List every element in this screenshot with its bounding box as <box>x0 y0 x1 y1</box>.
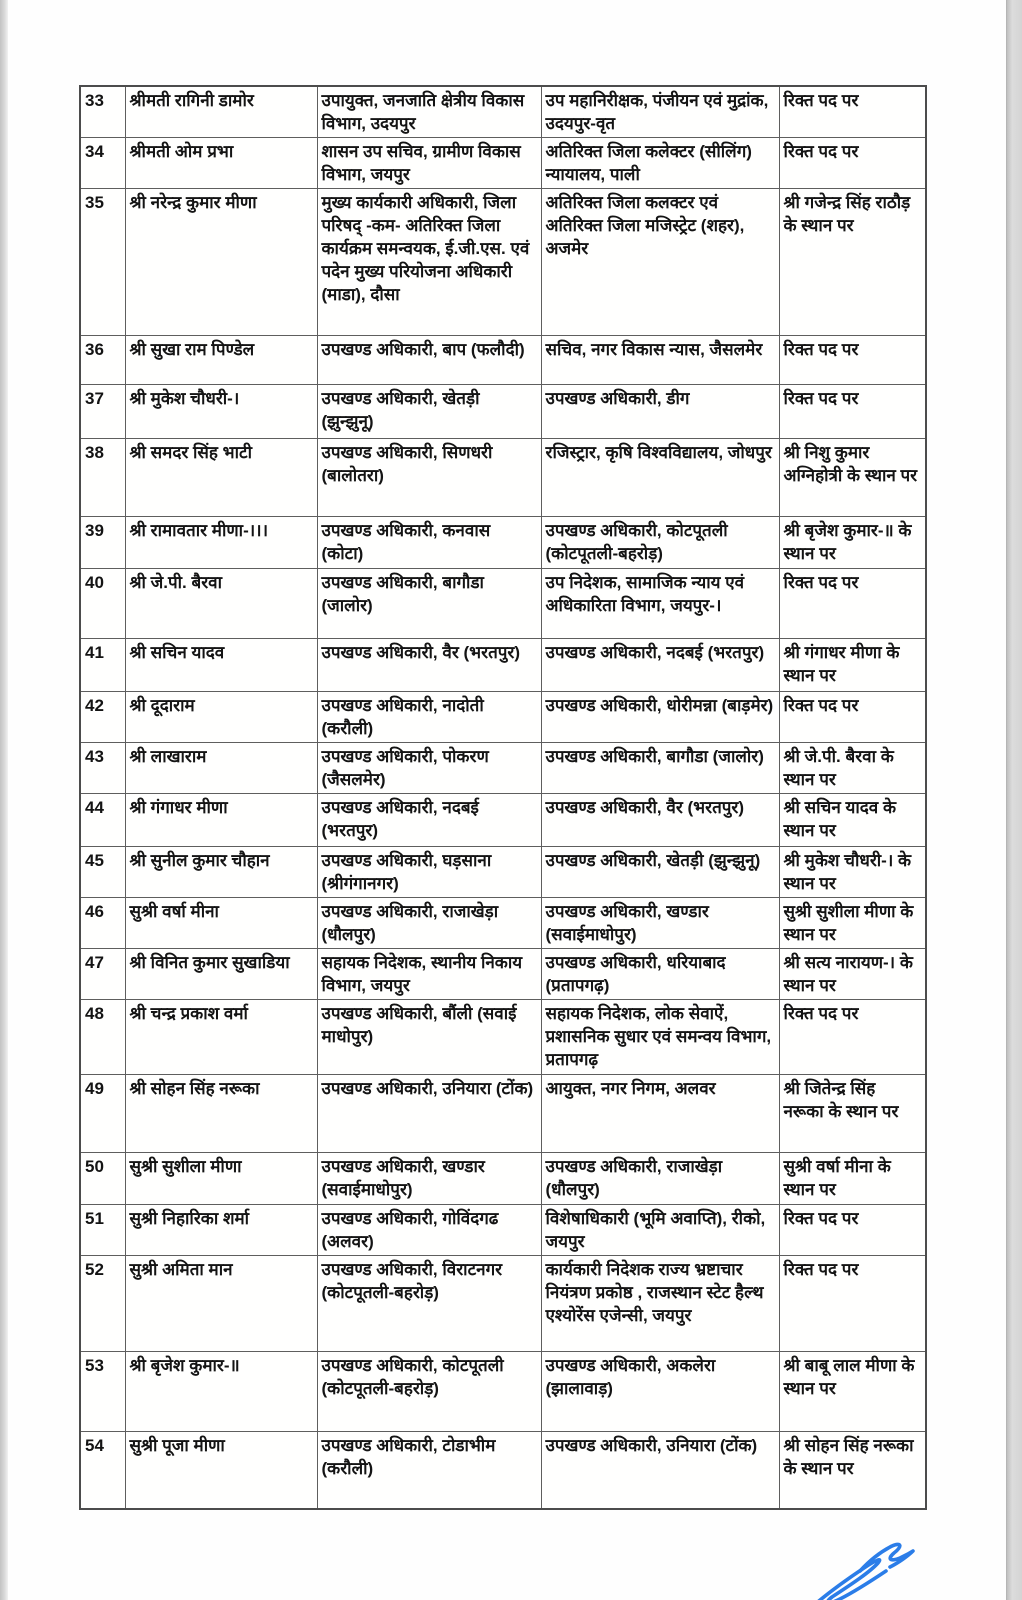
cell-current-post: उपखण्ड अधिकारी, सिणधरी (बालोतरा) <box>317 439 541 517</box>
cell-new-post: उपखण्ड अधिकारी, अकलेरा (झालावाड़) <box>541 1352 779 1432</box>
cell-current-post: उपखण्ड अधिकारी, विराटनगर (कोटपूतली-बहरोड़) <box>317 1256 541 1352</box>
cell-serial-number: 39 <box>80 517 125 569</box>
cell-new-post: रजिस्ट्रार, कृषि विश्वविद्यालय, जोधपुर <box>541 439 779 517</box>
signature-scribble <box>798 1530 916 1600</box>
cell-serial-number: 51 <box>80 1205 125 1256</box>
cell-current-post: उपखण्ड अधिकारी, पोकरण (जैसलमेर) <box>317 743 541 794</box>
cell-officer-name: श्री सोहन सिंह नरूका <box>125 1075 317 1153</box>
cell-remark: रिक्त पद पर <box>779 336 926 385</box>
cell-new-post: उपखण्ड अधिकारी, नदबई (भरतपुर) <box>541 639 779 692</box>
cell-officer-name: श्रीमती रागिनी डामोर <box>125 86 317 138</box>
cell-officer-name: श्री समदर सिंह भाटी <box>125 439 317 517</box>
table-row <box>80 1352 926 1432</box>
cell-officer-name: श्री जे.पी. बैरवा <box>125 569 317 639</box>
cell-remark: रिक्त पद पर <box>779 385 926 439</box>
cell-officer-name: सुश्री अमिता मान <box>125 1256 317 1352</box>
cell-new-post: उपखण्ड अधिकारी, डीग <box>541 385 779 439</box>
cell-current-post: उपखण्ड अधिकारी, घड़साना (श्रीगंगानगर) <box>317 847 541 898</box>
cell-remark: श्री निशु कुमार अग्निहोत्री के स्थान पर <box>779 439 926 517</box>
cell-remark: श्री जे.पी. बैरवा के स्थान पर <box>779 743 926 794</box>
cell-remark: श्री बृजेश कुमार-॥ के स्थान पर <box>779 517 926 569</box>
cell-current-post: उपखण्ड अधिकारी, खेतड़ी (झुन्झुनू) <box>317 385 541 439</box>
cell-new-post: उपखण्ड अधिकारी, उनियारा (टोंक) <box>541 1432 779 1509</box>
cell-serial-number: 50 <box>80 1153 125 1205</box>
cell-remark: रिक्त पद पर <box>779 692 926 743</box>
signature-stroke-main <box>800 1560 886 1600</box>
table-row <box>80 189 926 336</box>
cell-officer-name: श्री बृजेश कुमार-॥ <box>125 1352 317 1432</box>
cell-current-post: उपखण्ड अधिकारी, कनवास (कोटा) <box>317 517 541 569</box>
cell-remark: रिक्त पद पर <box>779 1205 926 1256</box>
cell-serial-number: 40 <box>80 569 125 639</box>
table-row <box>80 1256 926 1352</box>
cell-officer-name: श्री रामावतार मीणा-।।। <box>125 517 317 569</box>
cell-officer-name: सुश्री निहारिका शर्मा <box>125 1205 317 1256</box>
cell-officer-name: श्री सचिन यादव <box>125 639 317 692</box>
table-row <box>80 1432 926 1509</box>
table-row <box>80 336 926 385</box>
cell-officer-name: श्री गंगाधर मीणा <box>125 794 317 847</box>
cell-current-post: मुख्य कार्यकारी अधिकारी, जिला परिषद् -कम- अतिरिक्त जिला कार्यक्रम समन्वयक, ई.जी.एस. एवं पदेन मुख्य परियोजना अधिकारी (माडा), दौसा <box>317 189 541 336</box>
cell-serial-number: 37 <box>80 385 125 439</box>
cell-officer-name: श्री दूदाराम <box>125 692 317 743</box>
transfer-orders-table <box>79 85 927 1510</box>
cell-officer-name: श्री सुखा राम पिण्डेल <box>125 336 317 385</box>
cell-remark: श्री मुकेश चौधरी-। के स्थान पर <box>779 847 926 898</box>
cell-current-post: उपखण्ड अधिकारी, नादोती (करौली) <box>317 692 541 743</box>
table-row <box>80 569 926 639</box>
table-row <box>80 1075 926 1153</box>
cell-serial-number: 52 <box>80 1256 125 1352</box>
cell-current-post: उपखण्ड अधिकारी, वैर (भरतपुर) <box>317 639 541 692</box>
table-row <box>80 847 926 898</box>
cell-current-post: उपखण्ड अधिकारी, गोविंदगढ (अलवर) <box>317 1205 541 1256</box>
cell-remark: श्री गजेन्द्र सिंह राठौड़ के स्थान पर <box>779 189 926 336</box>
scan-right-edge-shadow <box>1006 0 1022 1600</box>
cell-new-post: उपखण्ड अधिकारी, बागौडा (जालोर) <box>541 743 779 794</box>
cell-remark: सुश्री सुशीला मीणा के स्थान पर <box>779 898 926 949</box>
table-row <box>80 1153 926 1205</box>
cell-current-post: सहायक निदेशक, स्थानीय निकाय विभाग, जयपुर <box>317 949 541 1000</box>
table-row <box>80 385 926 439</box>
cell-serial-number: 41 <box>80 639 125 692</box>
table-row <box>80 1205 926 1256</box>
table-row <box>80 794 926 847</box>
cell-serial-number: 35 <box>80 189 125 336</box>
cell-new-post: उपखण्ड अधिकारी, धोरीमन्ना (बाड़मेर) <box>541 692 779 743</box>
cell-current-post: उपखण्ड अधिकारी, कोटपूतली (कोटपूतली-बहरोड़) <box>317 1352 541 1432</box>
cell-officer-name: श्री मुकेश चौधरी-। <box>125 385 317 439</box>
cell-new-post: उपखण्ड अधिकारी, वैर (भरतपुर) <box>541 794 779 847</box>
cell-serial-number: 45 <box>80 847 125 898</box>
cell-serial-number: 49 <box>80 1075 125 1153</box>
cell-serial-number: 36 <box>80 336 125 385</box>
table-row <box>80 517 926 569</box>
cell-serial-number: 47 <box>80 949 125 1000</box>
cell-serial-number: 38 <box>80 439 125 517</box>
cell-current-post: उपखण्ड अधिकारी, खण्डार (सवाईमाधोपुर) <box>317 1153 541 1205</box>
cell-new-post: उपखण्ड अधिकारी, राजाखेड़ा (धौलपुर) <box>541 1153 779 1205</box>
cell-officer-name: श्री सुनील कुमार चौहान <box>125 847 317 898</box>
table-row <box>80 743 926 794</box>
cell-serial-number: 48 <box>80 1000 125 1075</box>
cell-remark: रिक्त पद पर <box>779 1256 926 1352</box>
cell-serial-number: 43 <box>80 743 125 794</box>
table-row <box>80 86 926 138</box>
cell-serial-number: 44 <box>80 794 125 847</box>
cell-remark: रिक्त पद पर <box>779 86 926 138</box>
cell-remark: सुश्री वर्षा मीना के स्थान पर <box>779 1153 926 1205</box>
cell-remark: श्री जितेन्द्र सिंह नरूका के स्थान पर <box>779 1075 926 1153</box>
cell-remark: रिक्त पद पर <box>779 138 926 189</box>
cell-remark: रिक्त पद पर <box>779 569 926 639</box>
cell-current-post: शासन उप सचिव, ग्रामीण विकास विभाग, जयपुर <box>317 138 541 189</box>
cell-remark: श्री गंगाधर मीणा के स्थान पर <box>779 639 926 692</box>
cell-officer-name: श्री चन्द्र प्रकाश वर्मा <box>125 1000 317 1075</box>
cell-new-post: अतिरिक्त जिला कलक्टर एवं अतिरिक्त जिला मजिस्ट्रेट (शहर), अजमेर <box>541 189 779 336</box>
table-row <box>80 898 926 949</box>
cell-new-post: आयुक्त, नगर निगम, अलवर <box>541 1075 779 1153</box>
cell-new-post: उप महानिरीक्षक, पंजीयन एवं मुद्रांक, उदयपुर-वृत <box>541 86 779 138</box>
table-row <box>80 138 926 189</box>
cell-officer-name: श्रीमती ओम प्रभा <box>125 138 317 189</box>
cell-current-post: उपखण्ड अधिकारी, टोडाभीम (करौली) <box>317 1432 541 1509</box>
cell-remark: श्री बाबू लाल मीणा के स्थान पर <box>779 1352 926 1432</box>
cell-officer-name: सुश्री सुशीला मीणा <box>125 1153 317 1205</box>
table-row <box>80 949 926 1000</box>
cell-remark: श्री सत्य नारायण-। के स्थान पर <box>779 949 926 1000</box>
cell-new-post: अतिरिक्त जिला कलेक्टर (सीलिंग) न्यायालय, पाली <box>541 138 779 189</box>
cell-new-post: उपखण्ड अधिकारी, धरियाबाद (प्रतापगढ़) <box>541 949 779 1000</box>
cell-new-post: उपखण्ड अधिकारी, कोटपूतली (कोटपूतली-बहरोड़) <box>541 517 779 569</box>
cell-remark: श्री सोहन सिंह नरूका के स्थान पर <box>779 1432 926 1509</box>
cell-current-post: उपखण्ड अधिकारी, बागौडा (जालोर) <box>317 569 541 639</box>
table-row <box>80 639 926 692</box>
table-row <box>80 439 926 517</box>
cell-new-post: विशेषाधिकारी (भूमि अवाप्ति), रीको, जयपुर <box>541 1205 779 1256</box>
cell-current-post: उपायुक्त, जनजाति क्षेत्रीय विकास विभाग, उदयपुर <box>317 86 541 138</box>
cell-serial-number: 42 <box>80 692 125 743</box>
cell-remark: श्री सचिन यादव के स्थान पर <box>779 794 926 847</box>
cell-officer-name: सुश्री वर्षा मीना <box>125 898 317 949</box>
cell-current-post: उपखण्ड अधिकारी, बौंली (सवाई माधोपुर) <box>317 1000 541 1075</box>
cell-new-post: सचिव, नगर विकास न्यास, जैसलमेर <box>541 336 779 385</box>
cell-new-post: उपखण्ड अधिकारी, खण्डार (सवाईमाधोपुर) <box>541 898 779 949</box>
cell-officer-name: सुश्री पूजा मीणा <box>125 1432 317 1509</box>
cell-serial-number: 33 <box>80 86 125 138</box>
cell-current-post: उपखण्ड अधिकारी, उनियारा (टोंक) <box>317 1075 541 1153</box>
cell-current-post: उपखण्ड अधिकारी, नदबई (भरतपुर) <box>317 794 541 847</box>
cell-serial-number: 46 <box>80 898 125 949</box>
cell-new-post: सहायक निदेशक, लोक सेवाऐं, प्रशासनिक सुधार एवं समन्वय विभाग, प्रतापगढ़ <box>541 1000 779 1075</box>
cell-officer-name: श्री नरेन्द्र कुमार मीणा <box>125 189 317 336</box>
table-row <box>80 692 926 743</box>
table-row <box>80 1000 926 1075</box>
cell-current-post: उपखण्ड अधिकारी, राजाखेड़ा (धौलपुर) <box>317 898 541 949</box>
cell-officer-name: श्री विनित कुमार सुखाडिया <box>125 949 317 1000</box>
cell-new-post: उपखण्ड अधिकारी, खेतड़ी (झुन्झुनू) <box>541 847 779 898</box>
cell-officer-name: श्री लाखाराम <box>125 743 317 794</box>
cell-new-post: कार्यकारी निदेशक राज्य भ्रष्टाचार नियंत्रण प्रकोष्ठ , राजस्थान स्टेट हैल्थ एश्योरेंस एजेन्सी, जयपुर <box>541 1256 779 1352</box>
cell-remark: रिक्त पद पर <box>779 1000 926 1075</box>
scan-left-edge-shadow <box>0 0 8 1600</box>
cell-serial-number: 34 <box>80 138 125 189</box>
cell-new-post: उप निदेशक, सामाजिक न्याय एवं अधिकारिता विभाग, जयपुर-। <box>541 569 779 639</box>
cell-current-post: उपखण्ड अधिकारी, बाप (फलौदी) <box>317 336 541 385</box>
cell-serial-number: 53 <box>80 1352 125 1432</box>
cell-serial-number: 54 <box>80 1432 125 1509</box>
